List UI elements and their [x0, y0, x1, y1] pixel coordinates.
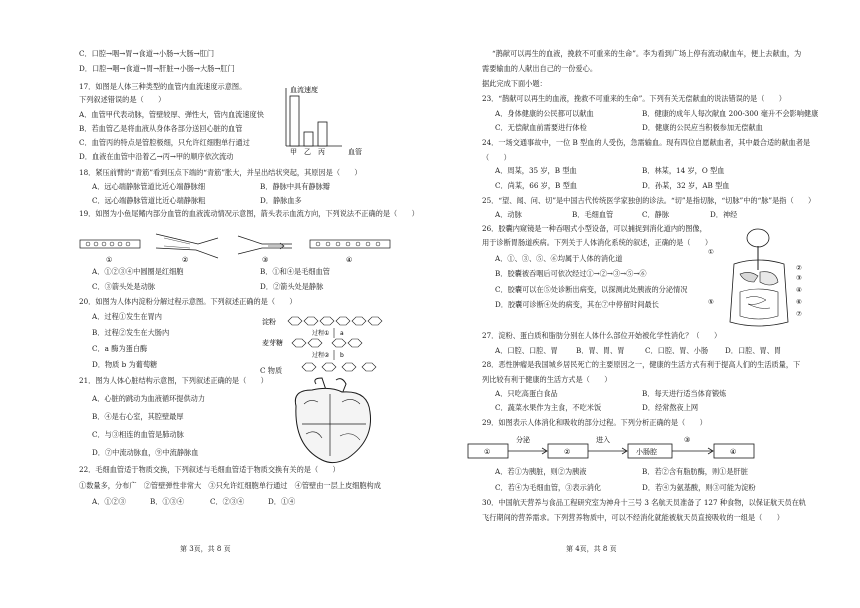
text-line: 21．图为人体心脏结构示意图，下列叙述正确的是（ ）	[79, 376, 268, 385]
text-line: 下列叙述错误的是（ ）	[79, 95, 166, 104]
fish-tail-vessels-figure	[78, 230, 398, 266]
glucose-units	[302, 363, 376, 371]
step2-label: 过程②	[312, 352, 330, 359]
starch-digestion-figure	[262, 312, 412, 376]
text-line: 25．“望、闻、问、切”是中国古代传统医学家独创的诊法。“切”是指切脉，“切脉”中的“脉”是指（ ）	[482, 196, 816, 205]
text-line: A．若①为胰脏，则②为胰液	[495, 467, 587, 476]
text-line: D．静脉血多	[260, 196, 302, 205]
flow-node-2: ②	[564, 448, 571, 456]
starch-label: 淀粉	[262, 318, 276, 326]
page-number-3: 第 3页，共 8 页	[180, 545, 231, 553]
text-line: D．口腔、胃、胃	[725, 346, 782, 355]
text-line: D．健康的公民应当积极参加无偿献血	[642, 123, 763, 132]
text-line: A．周某，35 岁，B 型血	[495, 166, 577, 175]
text-line: C．口腔、胃、小肠	[645, 346, 709, 355]
enzyme-a-label: a	[340, 330, 344, 337]
text-line: B．④是右心室，其腔壁最厚	[92, 412, 184, 421]
digestive-label-1: ①	[708, 248, 714, 256]
text-line: C．静脉	[642, 210, 670, 219]
blood-flow-velocity-chart	[270, 82, 380, 160]
text-line: B．若血管乙是将血液从身体各部分送回心脏的血管	[79, 124, 243, 133]
x-tick-bing: 丙	[318, 148, 325, 156]
vessel-label-1: ①	[106, 256, 113, 264]
text-line: A．身体健康的公民都可以献血	[495, 109, 594, 118]
digestive-label-6: ⑥	[796, 298, 802, 306]
text-line: 20．如图为人体内淀粉分解过程示意图。下列叙述正确的是（ ）	[79, 297, 297, 306]
digestive-label-4: ④	[796, 286, 802, 294]
text-line: ①数量多，分布广 ②管壁弹性非常大 ③只允许红细胞单行通过 ④管壁由一层上皮细胞构成	[79, 481, 381, 490]
text-line: A．只吃高蛋白食品	[495, 389, 558, 398]
text-line: D．⑦中流动脉血，⑨中流静脉血	[92, 448, 199, 457]
text-line: B．若②含有脂肪酶，则①是肝脏	[642, 467, 748, 476]
digestive-system-diagram	[704, 226, 814, 334]
text-line: C．蔬菜水果作为主食，不吃米饭	[495, 403, 602, 412]
bar-yi	[304, 132, 313, 146]
text-line: A．血管甲代表动脉，管壁较厚、弹性大，管内血流速度快	[79, 110, 264, 119]
text-line: B．胶囊被吞咽后可依次经过①→②→③→⑤→⑥	[495, 269, 647, 278]
text-line: B．胃、胃、胃	[576, 346, 625, 355]
text-line: A．①、③、⑤、⑥均属于人体的消化道	[495, 254, 623, 263]
text-line: C．②③④	[210, 497, 245, 506]
text-line: （ ）	[482, 153, 511, 162]
maltose-label: 麦芽糖	[262, 339, 283, 347]
step1-label: 过程①	[312, 330, 330, 337]
flow-node-1: ①	[484, 448, 491, 456]
text-line: C．若④为毛细血管，③表示消化	[495, 483, 602, 492]
starch-chain	[288, 317, 382, 325]
text-line: 26．胶囊内窥镜是一种吞咽式小型设备，可以捕捉到消化道内的图像，	[482, 224, 707, 233]
text-line: 列比较有利于健康的生活方式是（ ）	[482, 375, 612, 384]
text-line: 据此完成下面小题：	[482, 79, 547, 88]
chart-title: 血流速度	[290, 86, 318, 94]
text-line: D．①④	[268, 497, 296, 506]
text-line: D．物质 b 为葡萄糖	[92, 360, 158, 369]
text-line: D．若④为氨基酸，则③可能为淀粉	[642, 483, 756, 492]
vessel-4	[310, 240, 390, 264]
text-line: 22．毛细血管适于物质交换，下列叙述与毛细血管适于物质交换有关的是（ ）	[79, 465, 340, 474]
text-line: D．孙某，32 岁，AB 型血	[642, 181, 730, 190]
text-line: B．健康的成年人每次献血 200-300 毫升不会影响健康	[642, 109, 819, 118]
flow-node-4: ④	[730, 448, 737, 456]
text-line: 23．“鹊献可以再生的血液，挽救不可重来的生命”。下列有关无偿献血的说法错误的是（ ）	[482, 94, 786, 103]
text-line: A．口腔、口腔、胃	[495, 346, 558, 355]
text-line: 用于诊断胃肠道疾病。下列关于人体消化系统的叙述，正确的是（ ）	[482, 238, 713, 247]
flow-node-3: 小肠腔	[636, 448, 657, 456]
text-line: A．①②③④中圆圈是红细胞	[92, 267, 184, 276]
text-line: A．心脏的跳动为血液循环提供动力	[92, 394, 206, 403]
x-tick-jia: 甲	[290, 148, 297, 156]
vessel-label-3: ③	[262, 256, 269, 264]
text-line: “鹊献可以再生的血液，挽救不可重来的生命”。李为看到广场上停有流动献血车，便上去献血，为	[492, 49, 802, 58]
flow-arrow-label-1: 分泌	[516, 436, 530, 444]
vessel-2	[156, 234, 218, 264]
text-line: D．经常熬夜上网	[642, 403, 699, 412]
text-line: 19．如图为小鱼尾鳍内部分血管的血液流动情况示意图，箭头表示血流方向，下列说法不正确的是（ ）	[79, 209, 419, 218]
text-line: D．胶囊可诊断④处的病变，其在⑦中停留时间最长	[495, 300, 659, 309]
text-line: C．胶囊可以在⑤处诊断出病变，以探测此处胰液的分泌情况	[495, 285, 688, 294]
text-line: C．远心端静脉管道比近心端静脉粗	[92, 196, 206, 205]
product-b-label: b	[340, 352, 344, 359]
text-line: D．②箭头处是静脉	[260, 282, 324, 291]
text-line: A．远心端静脉管道比近心端静脉细	[92, 182, 206, 191]
text-line: 18．紧压前臂的“青筋”看到压点下端的“青筋”胀大，并呈出结状突起，其原因是（ ）	[79, 168, 362, 177]
text-line: D．口腔→咽→食道→胃→肝脏→小肠→大肠→肛门	[79, 64, 235, 73]
text-line: B．静脉中具有静脉瓣	[260, 182, 330, 191]
digestive-label-7: ⑦	[796, 310, 802, 318]
text-line: 28．恶性肿瘤是我国城乡居民死亡的主要原因之一，健康的生活方式有利于提高人们的生活质量，下	[482, 360, 801, 369]
text-line: C．口腔→咽→胃→食道→小肠→大肠→肛门	[79, 49, 215, 58]
page-4	[430, 0, 860, 608]
vessel-3	[238, 236, 292, 264]
bar-jia	[290, 96, 299, 146]
heart-diagram	[282, 376, 378, 468]
text-line: B．①③④	[150, 497, 185, 506]
bar-bing	[318, 122, 327, 146]
x-tick-yi: 乙	[304, 148, 311, 156]
text-line: 27．淀粉、蛋白质和脂肪分别在人体什么部位开始被化学性消化？（ ）	[482, 331, 722, 340]
maltose-units	[292, 339, 362, 347]
text-line: C．③箭头处是动脉	[92, 282, 156, 291]
x-axis-label: 血管	[348, 148, 362, 156]
text-line: 30．中国航天营养与食品工程研究室为神舟十三号 3 名航天员准备了 127 种食物，以保证航天员在轨	[482, 498, 807, 507]
text-line: A．①②③	[92, 497, 126, 506]
text-line: C．尚某，66 岁，B 型血	[495, 181, 577, 190]
text-line: B．过程②发生在大肠内	[92, 328, 170, 337]
text-line: C．血管丙的特点是管腔极细，只允许红细胞单行通过	[79, 138, 250, 147]
digestive-label-2: ②	[796, 264, 802, 272]
vessel-1	[80, 240, 140, 264]
text-line: 飞行期间的营养需求。下列营养物质中，可以不经消化就能被航天员直接吸收的一组是（ ）	[482, 513, 784, 522]
text-line: 29．如图表示人体消化和吸收的部分过程。下列分析正确的是（ ）	[482, 418, 707, 427]
text-line: C．与③相连的血管是肺动脉	[92, 430, 184, 439]
flow-arrow-label-3: ③	[684, 436, 691, 444]
text-line: B．林某，14 岁，O 型血	[642, 166, 725, 175]
text-line: B．毛细血管	[572, 210, 614, 219]
vessel-label-2: ②	[182, 256, 189, 264]
digestion-flow-diagram	[466, 434, 766, 466]
text-line: B．①和④是毛细血管	[260, 267, 330, 276]
text-line: A．过程①发生在胃内	[92, 312, 162, 321]
fig21-caption: C 物质	[260, 366, 283, 375]
text-line: 需要输血的人献出自己的一份爱心。	[482, 64, 598, 73]
text-line: D．血液在血管中沿着乙→丙→甲的顺序依次流动	[79, 152, 234, 161]
vessel-label-4: ④	[346, 256, 353, 264]
text-line: D．神经	[710, 210, 738, 219]
page-number-4: 第 4页，共 8 页	[566, 545, 617, 553]
text-line: 24．一场交通事故中，一位 B 型血的人受伤，急需输血。现有四位自愿献血者，其中最合适的献血者是	[482, 138, 811, 147]
text-line: A．动脉	[495, 210, 522, 219]
digestive-label-5: ⑤	[708, 298, 714, 306]
text-line: 17．如图是人体三种类型的血管内血流速度示意图。	[79, 82, 247, 91]
text-line: C．a 酶为蛋白酶	[92, 344, 148, 353]
flow-arrow-label-2: 进入	[596, 436, 610, 444]
text-line: C．无偿献血前需要进行体检	[495, 123, 587, 132]
digestive-label-3: ③	[796, 274, 802, 282]
text-line: B．每天进行适当体育锻炼	[642, 389, 727, 398]
